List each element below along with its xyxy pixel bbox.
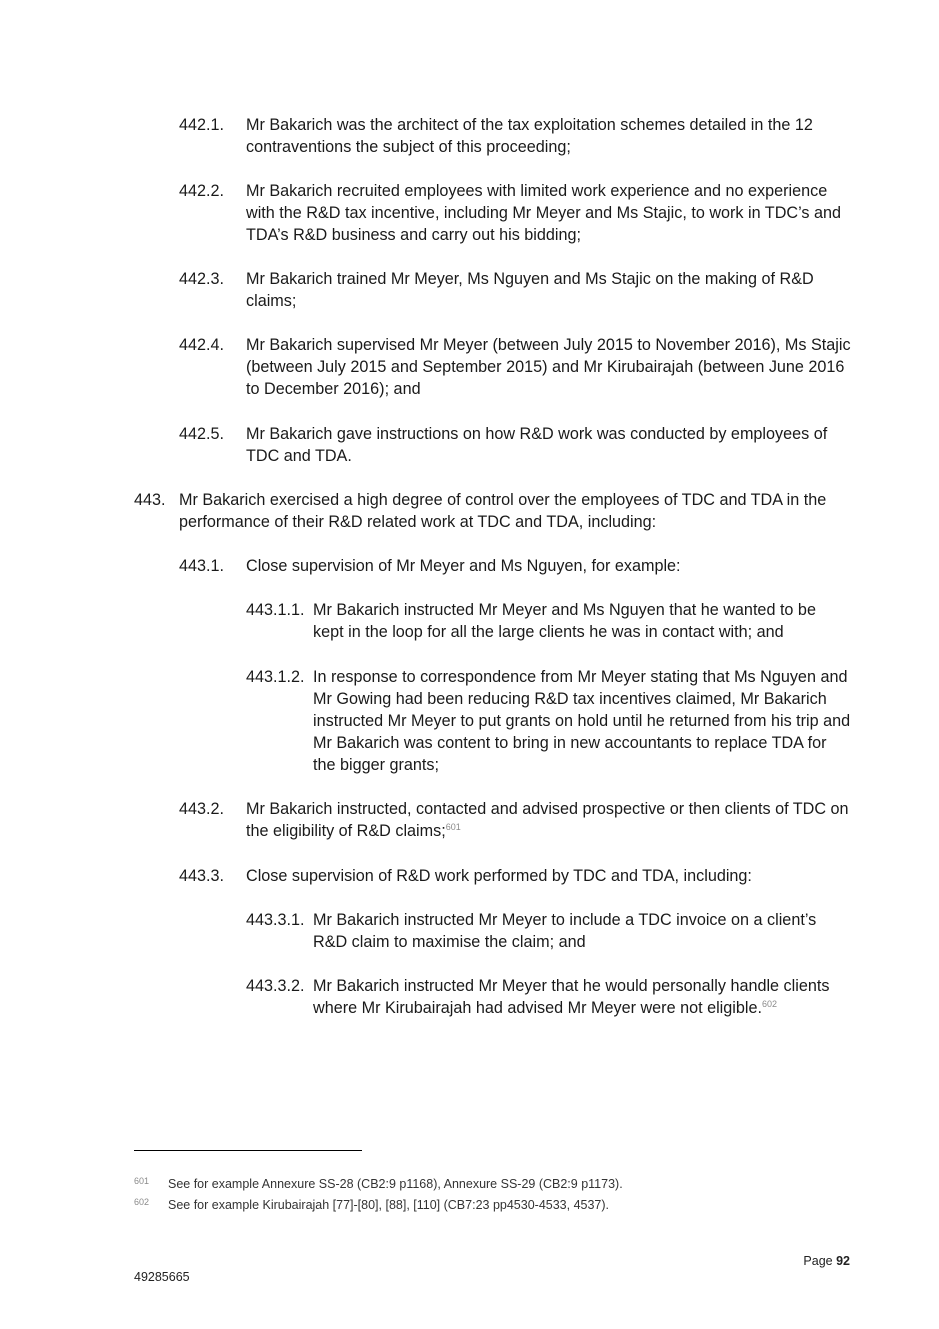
paragraph-443-3 (179, 865, 851, 887)
document-id: 49285665 (134, 1270, 190, 1284)
paragraph-443-1 (179, 555, 851, 577)
paragraph-number: 442.3. (179, 270, 225, 288)
paragraph-number: 443.1. (179, 557, 225, 575)
paragraph-text: Mr Bakarich trained Mr Meyer, Ms Nguyen and Ms Stajic on the making of R&D claims; (246, 270, 814, 310)
paragraph-text: Mr Bakarich recruited employees with limited work experience and no experience with the R&D tax incentive, including Mr Meyer and Ms Stajic, to work in TDC’s and TDA’s R&D business and carry out his bidding; (246, 182, 841, 244)
paragraph-number: 443.3. (179, 867, 225, 885)
footnote-reference[interactable]: 602 (761, 999, 777, 1009)
paragraph-text: Mr Bakarich exercised a high degree of control over the employees of TDC and TDA in the performance of their R&D related work at TDC and TDA, including: (179, 491, 827, 531)
paragraph-text: Mr Bakarich instructed Mr Meyer that he would personally handle clients where Mr Kirubairajah had advised Mr Meyer were not eligible. (313, 977, 830, 1017)
page-label: Page (803, 1254, 833, 1268)
paragraph-text: Mr Bakarich supervised Mr Meyer (between July 2015 to November 2016), Ms Stajic (between July 2015 and September 2015) and Mr Kirubairajah (between June 2016 to December 2016); and (246, 336, 851, 398)
paragraph-number: 443.3.2. (246, 977, 305, 995)
paragraph-443-3-1 (246, 909, 851, 953)
footnote-separator (134, 1150, 362, 1151)
paragraph-text: In response to correspondence from Mr Meyer stating that Ms Nguyen and Mr Gowing had been reducing R&D tax incentives claimed, Mr Bakarich instructed Mr Meyer to put grants on hold until he returned from his trip and Mr Bakarich was content to bring in new accountants to replace TDA for the bigger grants; (313, 668, 851, 774)
paragraph-number: 442.1. (179, 116, 225, 134)
paragraph-text: Close supervision of R&D work performed by TDC and TDA, including: (246, 867, 752, 885)
paragraph-number: 443.1.2. (246, 668, 305, 686)
paragraph-number: 443.3.1. (246, 911, 305, 929)
paragraph-443-1-2 (246, 666, 851, 776)
footnote-text: See for example Kirubairajah [77]-[80], [88], [110] (CB7:23 pp4530-4533, 4537). (168, 1198, 610, 1212)
paragraph-text: Close supervision of Mr Meyer and Ms Nguyen, for example: (246, 557, 681, 575)
paragraph-text: Mr Bakarich instructed, contacted and advised prospective or then clients of TDC on the eligibility of R&D claims; (246, 800, 849, 840)
paragraph-number: 442.2. (179, 182, 225, 200)
paragraph-442-5 (179, 423, 851, 467)
paragraph-443-1-1 (246, 599, 851, 643)
paragraph-443 (134, 489, 851, 533)
paragraph-442-4 (179, 334, 851, 400)
footnote-text: See for example Annexure SS-28 (CB2:9 p1168), Annexure SS-29 (CB2:9 p1173). (168, 1177, 623, 1191)
paragraph-443-3-2 (246, 975, 851, 1019)
paragraph-text: Mr Bakarich instructed Mr Meyer to include a TDC invoice on a client’s R&D claim to maximise the claim; and (313, 911, 817, 951)
paragraph-number: 443.2. (179, 800, 225, 818)
paragraph-text: Mr Bakarich gave instructions on how R&D work was conducted by employees of TDC and TDA. (246, 425, 828, 465)
paragraph-442-2 (179, 180, 851, 246)
paragraph-text: Mr Bakarich was the architect of the tax exploitation schemes detailed in the 12 contraventions the subject of this proceeding; (246, 116, 813, 156)
paragraph-number: 442.5. (179, 425, 225, 443)
page-number-value: 92 (836, 1254, 850, 1268)
paragraph-443-2 (179, 798, 851, 842)
page-number (803, 1254, 850, 1268)
footnote-reference[interactable]: 601 (445, 822, 461, 832)
footnote-number: 601 (134, 1176, 150, 1186)
paragraph-number: 443. (134, 491, 166, 509)
paragraph-number: 442.4. (179, 336, 225, 354)
footnote-number: 602 (134, 1197, 150, 1207)
paragraph-number: 443.1.1. (246, 601, 305, 619)
paragraph-442-1 (179, 114, 851, 158)
paragraph-442-3 (179, 268, 851, 312)
paragraph-text: Mr Bakarich instructed Mr Meyer and Ms Nguyen that he wanted to be kept in the loop for all the large clients he was in contact with; and (313, 601, 816, 641)
